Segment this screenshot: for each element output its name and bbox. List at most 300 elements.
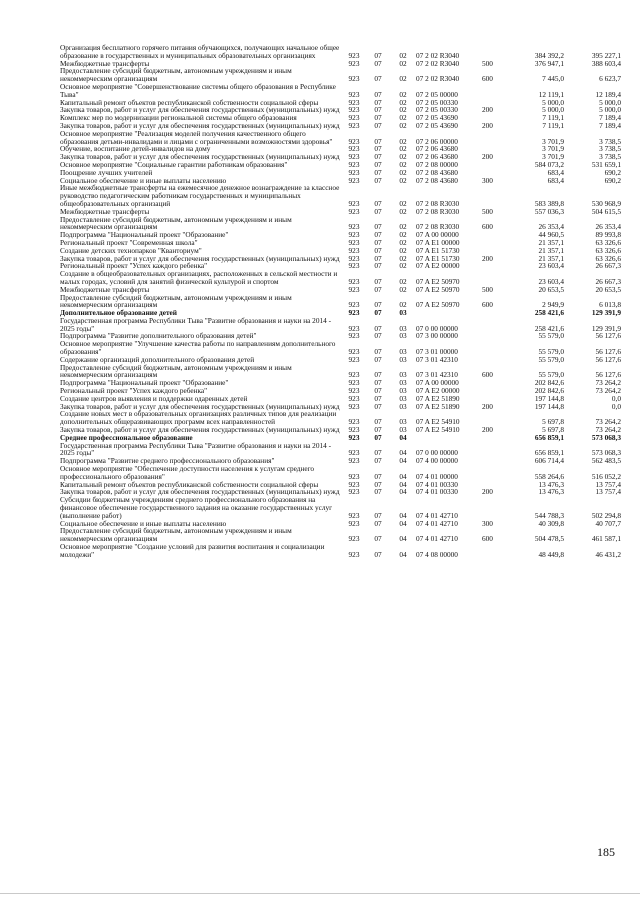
row-ministry-code: 923 (348, 417, 360, 427)
row-target-article: 07 A E2 54910 (416, 425, 460, 435)
row-amount-year-1: 384 392,2 (534, 50, 564, 60)
row-name: Подпрограмма "Национальный проект "Образование" (60, 378, 229, 388)
row-section-code: 07 (374, 74, 382, 84)
table-row (60, 496, 621, 519)
row-name: Предоставление субсидий бюджетным, автономным учреждениям и иным некоммерческим организациям (60, 362, 292, 380)
row-expense-type (482, 340, 506, 356)
row-ministry-code: 923 (348, 245, 360, 255)
row-expense-type: 600 (482, 300, 493, 310)
row-target-article: 07 2 05 43690 (416, 113, 458, 123)
row-expense-type: 300 (482, 175, 493, 185)
row-amount-year-1: 7 445,0 (542, 74, 564, 84)
row-subsection-code: 02 (399, 50, 407, 60)
row-name: Создание центров выявления и поддержки одаренных детей (60, 393, 248, 403)
row-subsection-code: 02 (399, 253, 407, 263)
row-subsection-code: 04 (399, 534, 407, 544)
row-subsection-code: 02 (399, 300, 407, 310)
row-target-article: 07 A E2 50970 (416, 300, 460, 310)
row-ministry-code: 923 (348, 401, 360, 411)
row-amount-year-1: 48 449,8 (538, 549, 564, 559)
row-target-article: 07 4 01 00330 (416, 487, 458, 497)
row-amount-year-1: 3 701,9 (542, 152, 564, 162)
row-target-article: 07 2 06 43680 (416, 152, 458, 162)
row-section-code: 07 (374, 89, 382, 99)
row-target-article: 07 3 01 42310 (416, 370, 458, 380)
table-row (60, 527, 621, 543)
row-subsection-code: 02 (399, 120, 407, 130)
row-expense-type (482, 130, 506, 146)
table-row (60, 67, 621, 83)
row-section-code: 07 (374, 167, 382, 177)
row-amount-year-2: 395 227,1 (591, 50, 621, 60)
row-target-article: 07 4 01 42710 (416, 534, 458, 544)
row-target-article: 07 A E2 51890 (416, 401, 460, 411)
row-subsection-code: 02 (399, 74, 407, 84)
row-amount-year-1: 683,4 (547, 167, 564, 177)
row-subsection-code: 02 (399, 230, 407, 240)
row-amount-year-2: 46 431,2 (595, 549, 621, 559)
row-section-code: 07 (374, 347, 382, 357)
row-section-code: 07 (374, 284, 382, 294)
row-name: Содержание организаций дополнительного образования детей (60, 354, 255, 364)
row-expense-type: 200 (482, 152, 493, 162)
row-amount-year-2: 573 068,3 (591, 448, 621, 458)
row-target-article: 07 2 02 R3040 (416, 58, 460, 68)
row-name: Среднее профессиональное образование (60, 432, 193, 442)
row-ministry-code: 923 (348, 230, 360, 240)
row-name: Дополнительное образование детей (60, 308, 177, 318)
row-expense-type (482, 309, 506, 317)
row-ministry-code: 923 (348, 159, 360, 169)
row-subsection-code: 03 (399, 323, 407, 333)
row-subsection-code: 02 (399, 222, 407, 232)
row-amount-year-1: 26 353,4 (538, 222, 564, 232)
row-section-code: 07 (374, 276, 382, 286)
row-ministry-code: 923 (348, 386, 360, 396)
row-amount-year-1: 13 476,3 (538, 487, 564, 497)
row-ministry-code: 923 (348, 425, 360, 435)
row-ministry-code: 923 (348, 549, 360, 559)
row-name: Подпрограмма "Национальный проект "Образование" (60, 230, 229, 240)
row-section-code: 07 (374, 152, 382, 162)
row-amount-year-1: 376 947,1 (534, 58, 564, 68)
row-expense-type: 500 (482, 206, 493, 216)
row-subsection-code: 03 (399, 393, 407, 403)
row-name: Организация бесплатного горячего питания обучающихся, получающих начальное общее образование в государственных и муниципальных образовательных организациях (60, 43, 340, 60)
row-target-article: 07 4 00 00000 (416, 456, 458, 466)
row-section-code: 07 (374, 50, 382, 60)
row-section-code: 07 (374, 58, 382, 68)
row-target-article: 07 A E2 51890 (416, 393, 460, 403)
page-bottom-edge (0, 893, 640, 894)
row-section-code: 07 (374, 471, 382, 481)
row-ministry-code: 923 (348, 456, 360, 466)
row-expense-type: 600 (482, 74, 493, 84)
row-section-code: 07 (374, 510, 382, 520)
row-amount-year-2: 516 052,2 (591, 471, 621, 481)
table-row (60, 184, 621, 207)
row-ministry-code: 923 (348, 206, 360, 216)
table-row (60, 294, 621, 310)
row-target-article: 07 A E1 51730 (416, 245, 460, 255)
row-amount-year-1: 558 264,6 (534, 471, 564, 481)
row-subsection-code: 03 (399, 401, 407, 411)
row-section-code: 07 (374, 378, 382, 388)
row-amount-year-1: 55 579,0 (538, 354, 564, 364)
row-amount-year-1: 7 119,1 (542, 120, 564, 130)
row-expense-type (482, 379, 506, 387)
row-ministry-code: 923 (348, 331, 360, 341)
row-subsection-code: 04 (399, 432, 407, 442)
row-ministry-code: 923 (348, 323, 360, 333)
row-name: Субсидии бюджетным учреждениям среднего профессионального образования на финансовое обеспечение государственного задания на оказание государственных услуг (выполнение работ) (60, 495, 333, 520)
row-ministry-code: 923 (348, 510, 360, 520)
table-row (60, 44, 621, 60)
row-ministry-code: 923 (348, 136, 360, 146)
row-section-code: 07 (374, 222, 382, 232)
row-name: Обучение, воспитание детей-инвалидов на дому (60, 144, 211, 154)
row-target-article: 07 4 01 42710 (416, 518, 458, 528)
row-target-article: 07 2 02 R3040 (416, 50, 460, 60)
row-section-code: 07 (374, 245, 382, 255)
table-row (60, 364, 621, 380)
table-row (60, 442, 621, 458)
row-target-article: 07 4 01 00000 (416, 471, 458, 481)
row-amount-year-2: 690,2 (604, 167, 621, 177)
row-target-article: 07 A E2 00000 (416, 261, 460, 271)
row-amount-year-2: 690,2 (604, 175, 621, 185)
row-amount-year-2: 26 667,3 (595, 276, 621, 286)
row-name: Создание новых мест в образовательных организациях различных типов для реализации дополнительных общеразвивающих программ всех направленностей (60, 409, 337, 427)
row-amount-year-2: 26 667,3 (595, 261, 621, 271)
row-amount-year-2: 573 068,3 (591, 432, 621, 442)
row-target-article: 07 A E2 50970 (416, 276, 460, 286)
row-name: Основное мероприятие "Реализация моделей получения качественного общего образования детьми-инвалидами и лицами с ограниченными возможностями здоровья" (60, 128, 333, 146)
row-expense-type (482, 317, 506, 333)
row-amount-year-1: 12 119,1 (538, 89, 564, 99)
row-section-code: 07 (374, 448, 382, 458)
row-target-article (416, 434, 482, 442)
row-subsection-code: 02 (399, 144, 407, 154)
row-amount-year-1: 656 859,1 (534, 432, 564, 442)
table-row (60, 410, 621, 426)
row-target-article: 07 2 02 R3040 (416, 74, 460, 84)
row-name: Создание в общеобразовательных организациях, расположенных в сельской местности и малых городах, условий для занятий физической культурой и спортом (60, 269, 338, 286)
row-amount-year-1: 5 000,0 (542, 105, 564, 115)
row-amount-year-1: 13 476,3 (538, 479, 564, 489)
row-amount-year-1: 5 697,8 (542, 417, 564, 427)
row-amount-year-1: 557 036,3 (534, 206, 564, 216)
row-amount-year-2: 7 189,4 (599, 113, 621, 123)
row-amount-year-1: 2 949,9 (542, 300, 564, 310)
row-name: Предоставление субсидий бюджетным, автономным учреждениям и иным некоммерческим организациям (60, 292, 292, 310)
row-subsection-code: 02 (399, 136, 407, 146)
row-name: Закупка товаров, работ и услуг для обеспечения государственных (муниципальных) нужд (60, 253, 340, 263)
row-ministry-code: 923 (348, 105, 360, 115)
row-subsection-code: 03 (399, 425, 407, 435)
row-subsection-code: 02 (399, 89, 407, 99)
row-target-article: 07 2 08 R3030 (416, 206, 460, 216)
row-amount-year-1: 55 579,0 (538, 331, 564, 341)
row-section-code: 07 (374, 425, 382, 435)
row-subsection-code: 04 (399, 510, 407, 520)
budget-table-body (60, 44, 621, 559)
row-name: Государственная программа Республики Тыва "Развитие образования и науки на 2014 - 2025 годы" (60, 315, 332, 333)
row-amount-year-2: 504 615,5 (591, 206, 621, 216)
row-name: Закупка товаров, работ и услуг для обеспечения государственных (муниципальных) нужд (60, 425, 340, 435)
row-amount-year-1: 7 119,1 (542, 113, 564, 123)
row-ministry-code: 923 (348, 261, 360, 271)
row-section-code: 07 (374, 456, 382, 466)
row-expense-type: 200 (482, 105, 493, 115)
row-amount-year-2: 562 483,5 (591, 456, 621, 466)
row-name: Социальное обеспечение и иные выплаты населению (60, 175, 227, 185)
row-subsection-code: 02 (399, 105, 407, 115)
row-amount-year-2: 7 189,4 (599, 120, 621, 130)
budget-table (60, 44, 621, 559)
row-target-article: 07 3 00 00000 (416, 331, 458, 341)
row-amount-year-2: 26 353,4 (595, 222, 621, 232)
row-target-article: 07 4 01 42710 (416, 510, 458, 520)
row-subsection-code: 02 (399, 159, 407, 169)
row-section-code: 07 (374, 308, 382, 318)
row-ministry-code: 923 (348, 487, 360, 497)
row-ministry-code: 923 (348, 448, 360, 458)
row-target-article: 07 0 00 00000 (416, 448, 458, 458)
row-subsection-code: 04 (399, 456, 407, 466)
row-ministry-code: 923 (348, 152, 360, 162)
row-amount-year-2: 530 968,9 (591, 198, 621, 208)
row-section-code: 07 (374, 175, 382, 185)
row-section-code: 07 (374, 120, 382, 130)
row-amount-year-2: 89 993,8 (595, 230, 621, 240)
row-name: Подпрограмма "Развитие среднего профессионального образования" (60, 456, 275, 466)
row-target-article (416, 309, 482, 317)
row-subsection-code: 02 (399, 175, 407, 185)
row-amount-year-2: 56 127,6 (595, 347, 621, 357)
row-section-code: 07 (374, 261, 382, 271)
row-name: Закупка товаров, работ и услуг для обеспечения государственных (муниципальных) нужд (60, 152, 340, 162)
row-subsection-code: 03 (399, 347, 407, 357)
row-amount-year-1: 202 842,6 (534, 386, 564, 396)
row-section-code: 07 (374, 432, 382, 442)
row-expense-type (482, 332, 506, 340)
row-expense-type (482, 161, 506, 169)
row-ministry-code: 923 (348, 198, 360, 208)
row-section-code: 07 (374, 237, 382, 247)
row-ministry-code: 923 (348, 354, 360, 364)
row-amount-year-1: 20 653,5 (538, 284, 564, 294)
row-amount-year-1: 544 788,3 (534, 510, 564, 520)
row-amount-year-1: 202 842,6 (534, 378, 564, 388)
row-subsection-code: 02 (399, 113, 407, 123)
row-amount-year-2: 531 659,1 (591, 159, 621, 169)
row-name: Закупка товаров, работ и услуг для обеспечения государственных (муниципальных) нужд (60, 487, 340, 497)
row-expense-type: 200 (482, 253, 493, 263)
row-subsection-code: 03 (399, 378, 407, 388)
row-ministry-code: 923 (348, 113, 360, 123)
row-target-article: 07 2 08 00000 (416, 159, 458, 169)
row-section-code: 07 (374, 230, 382, 240)
row-section-code: 07 (374, 393, 382, 403)
row-ministry-code: 923 (348, 479, 360, 489)
row-amount-year-2: 6 013,8 (599, 300, 621, 310)
row-name: Комплекс мер по модернизации региональной системы общего образования (60, 113, 297, 123)
row-amount-year-1: 504 478,5 (534, 534, 564, 544)
row-amount-year-1: 584 073,2 (534, 159, 564, 169)
row-ministry-code: 923 (348, 50, 360, 60)
row-amount-year-2: 56 127,6 (595, 370, 621, 380)
row-name: Региональный проект "Современная школа" (60, 237, 198, 247)
row-subsection-code: 03 (399, 386, 407, 396)
row-name: Межбюджетные трансферты (60, 284, 150, 294)
row-name: Региональный проект "Успех каждого ребенка" (60, 261, 208, 271)
row-name: Социальное обеспечение и иные выплаты населению (60, 518, 227, 528)
row-target-article: 07 A E1 51730 (416, 253, 460, 263)
row-target-article: 07 2 08 R3030 (416, 198, 460, 208)
row-amount-year-2: 461 587,1 (591, 534, 621, 544)
row-amount-year-2: 3 738,5 (599, 144, 621, 154)
row-ministry-code: 923 (348, 74, 360, 84)
row-target-article: 07 A E2 50970 (416, 284, 460, 294)
row-name: Капитальный ремонт объектов республиканской собственности социальной сферы (60, 479, 319, 489)
row-target-article: 07 0 00 00000 (416, 323, 458, 333)
row-expense-type (482, 457, 506, 465)
row-subsection-code: 02 (399, 58, 407, 68)
row-amount-year-2: 3 738,5 (599, 152, 621, 162)
row-name: Закупка товаров, работ и услуг для обеспечения государственных (муниципальных) нужд (60, 105, 340, 115)
row-amount-year-2: 12 189,4 (595, 89, 621, 99)
row-expense-type: 200 (482, 401, 493, 411)
row-amount-year-2: 73 264,2 (595, 386, 621, 396)
row-amount-year-2: 73 264,2 (595, 378, 621, 388)
row-ministry-code: 923 (348, 347, 360, 357)
row-amount-year-2: 63 326,6 (595, 253, 621, 263)
row-expense-type: 500 (482, 58, 493, 68)
row-target-article: 07 4 08 00000 (416, 549, 458, 559)
row-expense-type (482, 465, 506, 481)
row-subsection-code: 04 (399, 518, 407, 528)
row-subsection-code: 02 (399, 237, 407, 247)
row-amount-year-2: 0,0 (611, 401, 621, 411)
row-section-code: 07 (374, 417, 382, 427)
row-target-article: 07 A 00 00000 (416, 230, 459, 240)
row-subsection-code: 04 (399, 448, 407, 458)
table-row (60, 340, 621, 356)
row-expense-type (482, 262, 506, 270)
row-target-article: 07 3 01 00000 (416, 347, 458, 357)
row-expense-type (482, 387, 506, 395)
row-section-code: 07 (374, 331, 382, 341)
row-ministry-code: 923 (348, 471, 360, 481)
row-target-article: 07 4 01 00330 (416, 479, 458, 489)
row-subsection-code: 03 (399, 331, 407, 341)
row-ministry-code: 923 (348, 432, 360, 442)
row-amount-year-2: 502 294,8 (591, 510, 621, 520)
row-ministry-code: 923 (348, 534, 360, 544)
row-amount-year-1: 21 357,1 (538, 253, 564, 263)
row-name: Основное мероприятие "Создание условий для развития воспитания и социализации молодежи" (60, 542, 325, 559)
row-amount-year-2: 0,0 (611, 393, 621, 403)
row-name: Основное мероприятие "Социальные гарантии работникам образования" (60, 159, 288, 169)
row-subsection-code: 02 (399, 245, 407, 255)
page-number: 185 (597, 845, 615, 859)
table-row (60, 465, 621, 481)
row-name: Основное мероприятие "Улучшение качества работы по направлениям дополнительного образования" (60, 339, 336, 357)
row-target-article: 07 2 05 00330 (416, 105, 458, 115)
row-section-code: 07 (374, 354, 382, 364)
row-amount-year-2: 63 326,6 (595, 237, 621, 247)
table-row (60, 543, 621, 559)
row-name: Государственная программа Республики Тыва "Развитие образования и науки на 2014 - 2025 годы" (60, 440, 332, 458)
row-expense-type (482, 44, 506, 60)
row-section-code: 07 (374, 113, 382, 123)
row-amount-year-1: 21 357,1 (538, 237, 564, 247)
row-subsection-code: 02 (399, 198, 407, 208)
row-expense-type (482, 270, 506, 286)
row-name: Иные межбюджетные трансферты на ежемесячное денежное вознаграждение за классное руководство педагогическим работникам государственных и муниципальных общеобразовательных организаций (60, 183, 340, 208)
row-section-code: 07 (374, 206, 382, 216)
row-ministry-code: 923 (348, 378, 360, 388)
row-amount-year-1: 55 579,0 (538, 370, 564, 380)
row-amount-year-2: 6 623,7 (599, 74, 621, 84)
row-amount-year-1: 3 701,9 (542, 136, 564, 146)
row-name: Подпрограмма "Развитие дополнительного образования детей" (60, 331, 257, 341)
row-subsection-code: 03 (399, 370, 407, 380)
row-ministry-code: 923 (348, 175, 360, 185)
row-name: Предоставление субсидий бюджетным, автономным учреждениям и иным некоммерческим организациям (60, 66, 292, 84)
row-amount-year-1: 258 421,6 (534, 323, 564, 333)
row-amount-year-2: 40 707,7 (595, 518, 621, 528)
row-ministry-code: 923 (348, 58, 360, 68)
row-expense-type (482, 543, 506, 559)
row-ministry-code: 923 (348, 144, 360, 154)
row-amount-year-1: 683,4 (547, 175, 564, 185)
row-section-code: 07 (374, 198, 382, 208)
row-ministry-code: 923 (348, 276, 360, 286)
row-name: Межбюджетные трансферты (60, 206, 150, 216)
row-subsection-code: 02 (399, 276, 407, 286)
row-amount-year-2: 388 603,4 (591, 58, 621, 68)
row-subsection-code: 02 (399, 284, 407, 294)
row-expense-type: 200 (482, 487, 493, 497)
row-section-code: 07 (374, 97, 382, 107)
row-subsection-code: 04 (399, 479, 407, 489)
row-ministry-code: 923 (348, 300, 360, 310)
row-amount-year-1: 23 603,4 (538, 276, 564, 286)
row-amount-year-2: 13 757,4 (595, 487, 621, 497)
row-subsection-code: 03 (399, 417, 407, 427)
row-amount-year-1: 583 389,8 (534, 198, 564, 208)
row-section-code: 07 (374, 487, 382, 497)
row-expense-type (482, 496, 506, 519)
row-amount-year-2: 73 264,2 (595, 425, 621, 435)
table-row (60, 83, 621, 99)
row-amount-year-2: 56 127,6 (595, 354, 621, 364)
row-subsection-code: 02 (399, 167, 407, 177)
row-target-article: 07 2 05 43690 (416, 120, 458, 130)
row-section-code: 07 (374, 105, 382, 115)
row-amount-year-1: 606 714,4 (534, 456, 564, 466)
row-target-article: 07 2 08 43680 (416, 175, 458, 185)
row-target-article: 07 A E2 54910 (416, 417, 460, 427)
row-subsection-code: 04 (399, 471, 407, 481)
row-name: Создание детских технопарков "Кванториум" (60, 245, 202, 255)
row-expense-type (482, 442, 506, 458)
row-expense-type: 600 (482, 370, 493, 380)
row-amount-year-1: 656 859,1 (534, 448, 564, 458)
row-ministry-code: 923 (348, 308, 360, 318)
